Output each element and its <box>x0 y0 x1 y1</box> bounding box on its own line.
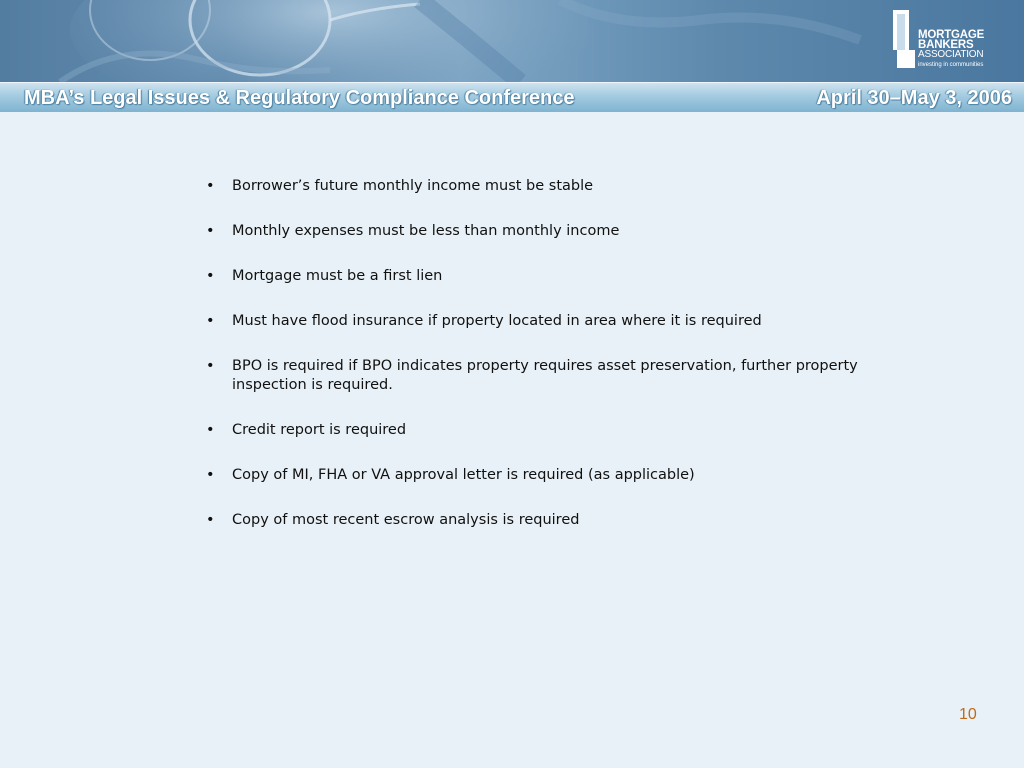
bullet-item <box>204 177 864 196</box>
bullet-text: BPO is required if BPO indicates property requires asset preservation, further property inspection is required. <box>232 358 858 393</box>
header-banner <box>0 0 1024 82</box>
mba-logo-mark-icon <box>893 10 915 68</box>
bullet-item <box>204 312 864 331</box>
bullet-text: Borrower’s future monthly income must be stable <box>232 178 594 194</box>
bullet-marker: • <box>206 358 215 374</box>
mba-logo <box>893 10 1013 76</box>
bullet-text: Copy of MI, FHA or VA approval letter is required (as applicable) <box>232 467 695 483</box>
bullet-item <box>204 267 864 286</box>
logo-line-bankers: BANKERS <box>918 39 974 51</box>
banner-photo <box>0 0 1024 82</box>
bullet-text: Monthly expenses must be less than monthly income <box>232 223 620 239</box>
bullet-item <box>204 357 864 395</box>
conference-dates: April 30–May 3, 2006 <box>816 87 1012 109</box>
conference-title: MBA’s Legal Issues & Regulatory Compliance Conference <box>24 87 575 109</box>
bullet-marker: • <box>206 268 215 284</box>
bullet-text: Must have flood insurance if property located in area where it is required <box>232 313 762 329</box>
mba-logo-text <box>918 30 984 69</box>
bullet-item <box>204 466 864 485</box>
logo-tagline: investing in communities <box>918 62 984 68</box>
bullet-marker: • <box>206 467 215 483</box>
bullet-item <box>204 511 864 530</box>
bullet-text: Mortgage must be a first lien <box>232 268 443 284</box>
logo-line-mortgage: MORTGAGE <box>918 29 985 41</box>
bullet-list <box>204 177 864 556</box>
bullet-text: Credit report is required <box>232 422 407 438</box>
bullet-marker: • <box>206 313 215 329</box>
conference-title-band <box>0 82 1024 112</box>
logo-line-association: ASSOCIATION <box>918 49 984 60</box>
bullet-text: Copy of most recent escrow analysis is required <box>232 512 580 528</box>
bullet-item <box>204 421 864 440</box>
slide-number: 10 <box>959 706 977 723</box>
bullet-marker: • <box>206 223 215 239</box>
bullet-marker: • <box>206 512 215 528</box>
bullet-marker: • <box>206 422 215 438</box>
bullet-item <box>204 222 864 241</box>
bullet-marker: • <box>206 178 215 194</box>
